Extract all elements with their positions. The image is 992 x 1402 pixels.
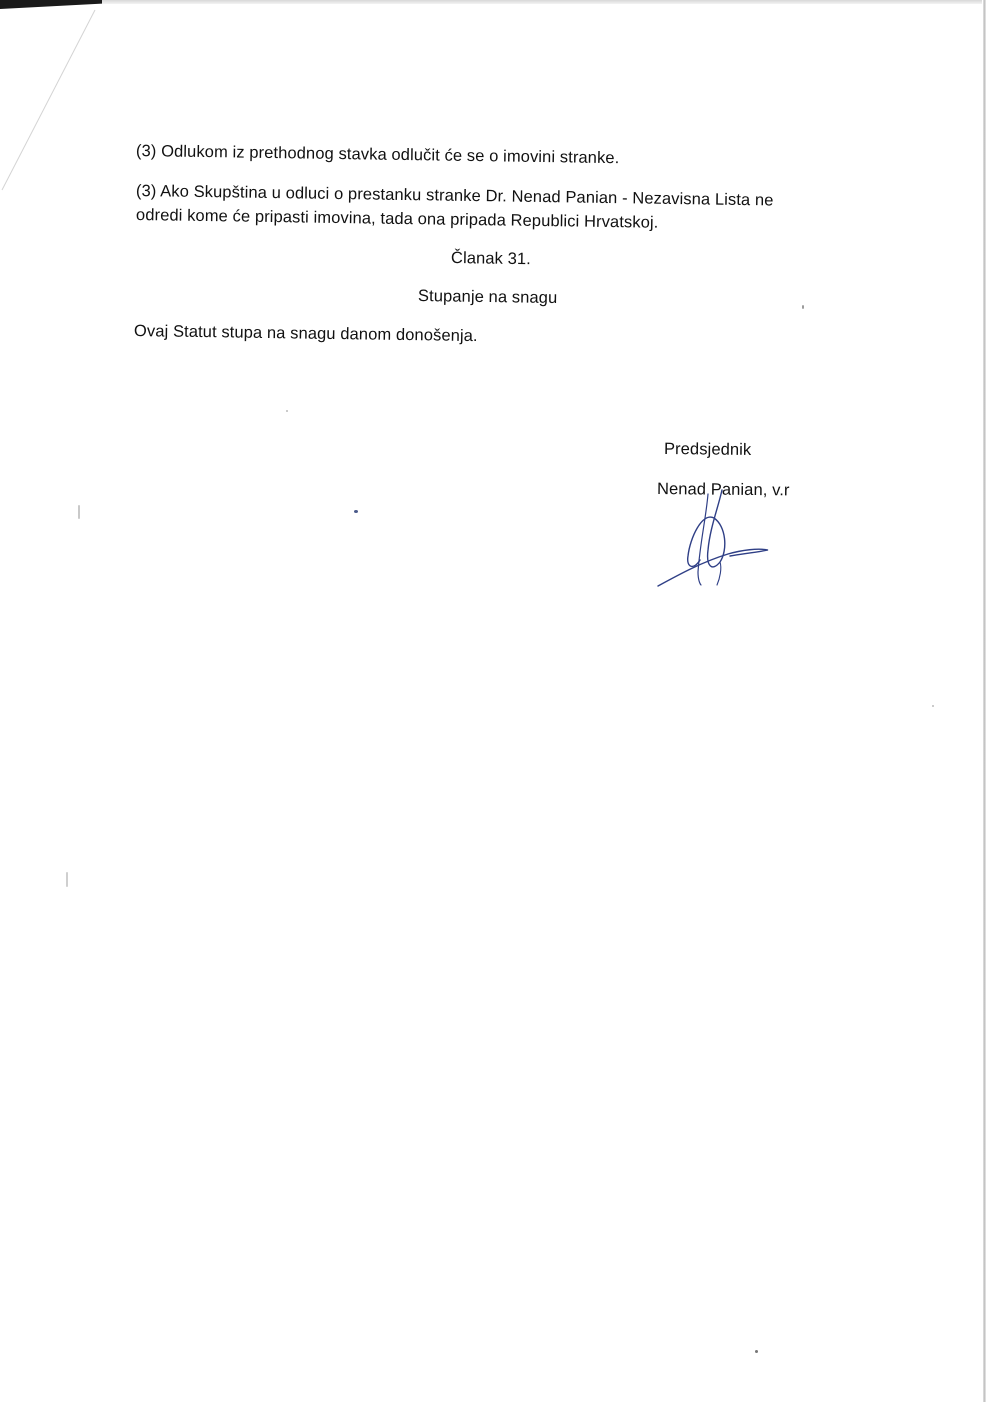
paragraph-stavak-3-imovina: (3) Odlukom iz prethodnog stavka odlučit će se o imovini stranke. xyxy=(135,142,620,168)
article-title: Stupanje na snagu xyxy=(417,287,558,308)
scan-speck xyxy=(66,872,68,887)
article-text: Ovaj Statut stupa na snagu danom donošenja. xyxy=(133,322,478,346)
scan-speck xyxy=(78,505,80,519)
scan-top-edge-shadow xyxy=(0,0,102,9)
scan-speck xyxy=(755,1350,758,1353)
scan-left-diagonal-mark xyxy=(0,0,110,200)
signature-name: Nenad Panian, v.r xyxy=(656,480,790,500)
scan-top-edge-line xyxy=(102,0,982,4)
scan-speck xyxy=(932,705,934,707)
paragraph-stavak-3-skupstina-line-1: (3) Ako Skupština u odluci o prestanku stranke Dr. Nenad Panian - Nezavisna Lista ne xyxy=(135,182,774,210)
signature-role: Predsjednik xyxy=(663,440,752,459)
scan-speck xyxy=(802,305,804,309)
scan-right-edge-line xyxy=(983,0,986,1402)
paragraph-stavak-3-skupstina-line-2: odredi kome će pripasti imovina, tada ona pripada Republici Hrvatskoj. xyxy=(135,206,659,232)
handwritten-signature xyxy=(650,488,780,593)
scan-speck xyxy=(286,410,288,412)
article-number: Članak 31. xyxy=(450,249,532,269)
scan-speck xyxy=(354,510,358,513)
